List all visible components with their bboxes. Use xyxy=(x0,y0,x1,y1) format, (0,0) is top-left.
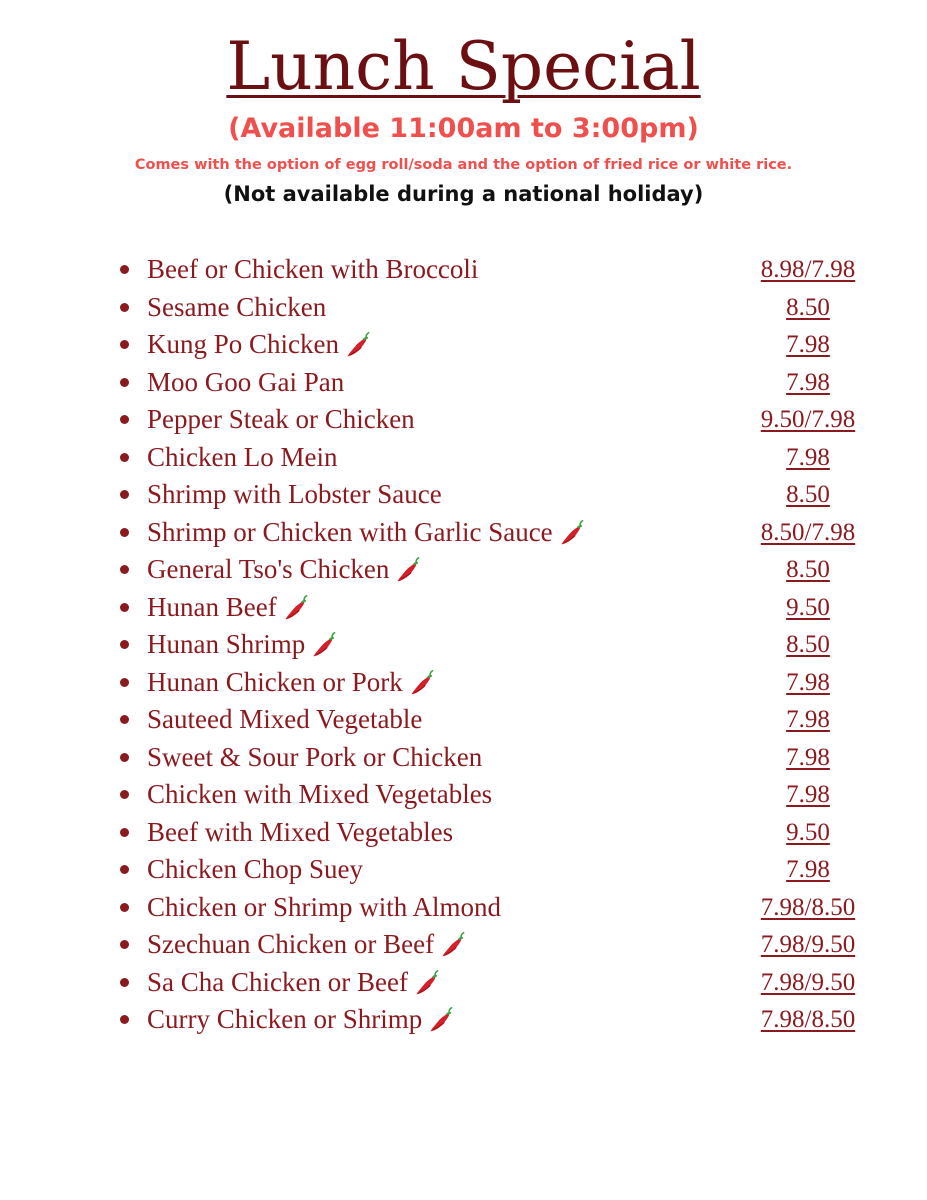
bullet-icon xyxy=(120,903,129,912)
menu-item-name-text: Beef or Chicken with Broccoli xyxy=(147,254,479,284)
menu-item-price: 7.98/9.50 xyxy=(760,931,856,958)
menu-item-name-text: Hunan Beef xyxy=(147,591,277,622)
menu-item-price: 8.50 xyxy=(786,293,830,321)
menu-item-name-text: Shrimp with Lobster Sauce xyxy=(147,479,442,509)
menu-item-name xyxy=(147,889,501,926)
bullet-icon xyxy=(120,678,129,687)
bullet-icon xyxy=(120,978,129,987)
bullet-icon xyxy=(120,303,129,312)
menu-item-name xyxy=(147,626,337,663)
menu-item xyxy=(0,364,927,402)
menu-item xyxy=(0,251,927,289)
menu-item-name xyxy=(147,926,466,963)
chili-pepper-icon xyxy=(283,595,309,621)
bullet-icon xyxy=(120,453,129,462)
menu-item-name-text: Pepper Steak or Chicken xyxy=(147,404,415,434)
chili-pepper-icon xyxy=(428,1007,454,1033)
menu-item-name xyxy=(147,439,337,476)
menu-item xyxy=(0,401,927,439)
menu-item xyxy=(0,814,927,852)
menu-item-price: 7.98 xyxy=(786,331,830,358)
bullet-icon xyxy=(120,565,129,574)
bullet-icon xyxy=(120,753,129,762)
bullet-icon xyxy=(120,378,129,387)
menu-item-price: 9.50/7.98 xyxy=(760,406,856,433)
menu-item-name xyxy=(147,551,421,588)
menu-item-name xyxy=(147,401,415,438)
bullet-icon xyxy=(120,865,129,874)
menu-item-name xyxy=(147,326,371,363)
menu-item-name xyxy=(147,701,422,738)
menu-item-price: 8.50/7.98 xyxy=(760,518,856,546)
menu-item-price: 7.98/8.50 xyxy=(760,1006,856,1033)
menu-item xyxy=(0,701,927,739)
menu-item xyxy=(0,851,927,889)
chili-pepper-icon xyxy=(409,670,435,696)
menu-item xyxy=(0,476,927,514)
menu-item-name xyxy=(147,364,344,401)
bullet-icon xyxy=(120,715,129,724)
menu-item xyxy=(0,589,927,627)
menu-item-name-text: Shrimp or Chicken with Garlic Sauce xyxy=(147,516,553,547)
menu-item-name-text: Sweet & Sour Pork or Chicken xyxy=(147,741,483,772)
menu-item-price: 7.98/8.50 xyxy=(760,893,856,921)
chili-pepper-icon xyxy=(311,632,337,658)
bullet-icon xyxy=(120,790,129,799)
menu-item-price: 8.98/7.98 xyxy=(760,256,856,283)
menu-item-name xyxy=(147,664,435,701)
menu-item xyxy=(0,326,927,364)
bullet-icon xyxy=(120,340,129,349)
menu-item-name-text: Sesame Chicken xyxy=(147,291,327,322)
menu-item-name-text: Chicken Lo Mein xyxy=(147,441,338,472)
menu-item xyxy=(0,776,927,814)
menu-item-price: 7.98 xyxy=(786,781,830,808)
menu-item xyxy=(0,664,927,702)
menu-item-name-text: Moo Goo Gai Pan xyxy=(147,366,345,397)
menu-item xyxy=(0,439,927,477)
availability-hours: (Available 11:00am to 3:00pm) xyxy=(228,113,699,144)
menu-item-name xyxy=(147,514,585,551)
title-text: Lunch Special xyxy=(226,28,701,105)
menu-item-price: 8.50 xyxy=(786,481,830,508)
menu-item-price: 7.98 xyxy=(786,443,830,471)
menu-item-price: 7.98/9.50 xyxy=(760,968,856,996)
chili-pepper-icon xyxy=(440,932,466,958)
menu-list xyxy=(0,251,927,1039)
menu-item-name xyxy=(147,739,482,776)
chili-pepper-icon xyxy=(345,332,371,358)
page-title xyxy=(0,22,927,112)
menu-item-name-text: Sauteed Mixed Vegetable xyxy=(147,704,423,734)
bullet-icon xyxy=(120,828,129,837)
chili-pepper-icon xyxy=(395,557,421,583)
chili-pepper-icon xyxy=(414,970,440,996)
menu-item-name-text: Kung Po Chicken xyxy=(147,329,339,359)
chili-pepper-icon xyxy=(559,520,585,546)
menu-item-name xyxy=(147,589,309,626)
menu-item xyxy=(0,1001,927,1039)
bullet-icon xyxy=(120,940,129,949)
menu-item-price: 7.98 xyxy=(786,743,830,771)
bullet-icon xyxy=(120,490,129,499)
menu-item-price: 7.98 xyxy=(786,668,830,696)
menu-item-price: 9.50 xyxy=(786,593,830,621)
menu-item-name xyxy=(147,814,453,851)
menu-item-name-text: General Tso's Chicken xyxy=(147,554,390,584)
menu-item-name xyxy=(147,289,326,326)
menu-item-name-text: Beef with Mixed Vegetables xyxy=(147,816,454,847)
menu-item xyxy=(0,739,927,777)
menu-item xyxy=(0,926,927,964)
bullet-icon xyxy=(120,528,129,537)
menu-item-name-text: Chicken with Mixed Vegetables xyxy=(147,779,493,809)
menu-item-name xyxy=(147,1001,454,1038)
menu-item-name xyxy=(147,964,440,1001)
menu-item-name-text: Hunan Chicken or Pork xyxy=(147,666,403,697)
menu-item xyxy=(0,551,927,589)
menu-item-price: 8.50 xyxy=(786,556,830,583)
options-note: Comes with the option of egg roll/soda and the option of fried rice or white rice. xyxy=(134,157,793,173)
menu-item-name-text: Sa Cha Chicken or Beef xyxy=(147,966,408,997)
bullet-icon xyxy=(120,415,129,424)
menu-item xyxy=(0,626,927,664)
bullet-icon xyxy=(120,640,129,649)
menu-item xyxy=(0,889,927,927)
holiday-note: (Not available during a national holiday) xyxy=(223,182,704,206)
menu-item-name-text: Szechuan Chicken or Beef xyxy=(147,929,435,959)
menu-item-price: 7.98 xyxy=(786,706,830,733)
menu-item-name-text: Curry Chicken or Shrimp xyxy=(147,1004,423,1034)
menu-item xyxy=(0,514,927,552)
menu-item xyxy=(0,964,927,1002)
menu-item-name xyxy=(147,476,442,513)
menu-item-name xyxy=(147,851,363,888)
menu-item-name xyxy=(147,251,478,288)
menu-item-price: 7.98 xyxy=(786,856,830,883)
menu-item-name-text: Chicken Chop Suey xyxy=(147,854,363,884)
menu-item-price: 8.50 xyxy=(786,631,830,658)
menu-item-name xyxy=(147,776,492,813)
bullet-icon xyxy=(120,603,129,612)
menu-item-name-text: Hunan Shrimp xyxy=(147,629,306,659)
menu-item-price: 7.98 xyxy=(786,368,830,396)
menu-item xyxy=(0,289,927,327)
bullet-icon xyxy=(120,265,129,274)
menu-item-price: 9.50 xyxy=(786,818,830,846)
menu-item-name-text: Chicken or Shrimp with Almond xyxy=(147,891,501,922)
bullet-icon xyxy=(120,1015,129,1024)
